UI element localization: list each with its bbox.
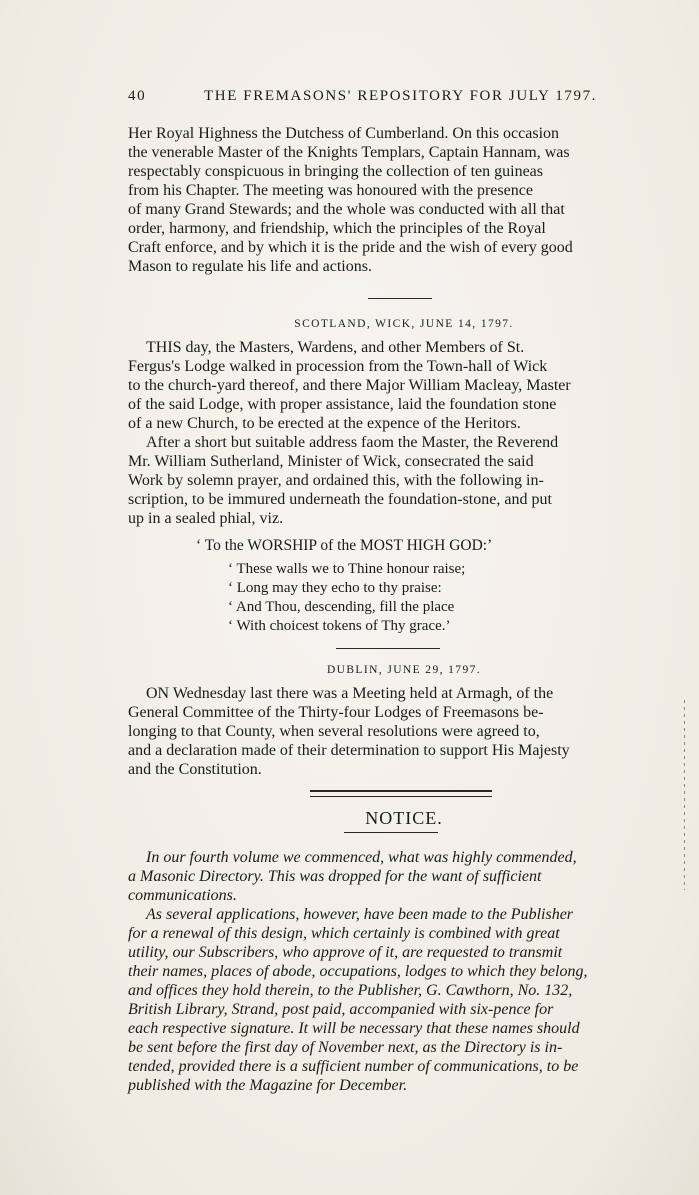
text-line: from his Chapter. The meeting was honoured with the presence — [128, 182, 533, 199]
text-line: respectably conspicuous in bringing the collection of ten guineas — [128, 163, 543, 180]
text-line: and the Constitution. — [128, 761, 262, 778]
text-line: As several applications, however, have been made to the Publisher — [146, 906, 574, 923]
section-divider — [368, 298, 432, 299]
notice-paragraph-1 — [128, 848, 680, 905]
text-line: of many Grand Stewards; and the whole was conducted with all that — [128, 201, 565, 218]
text-line: Craft enforce, and by which it is the pride and the wish of every good — [128, 239, 573, 256]
verse-line: ‘ With choicest tokens of Thy grace.’ — [228, 618, 451, 634]
page-edge-mark — [684, 700, 685, 890]
text-line: each respective signature. It will be necessary that these names should — [128, 1020, 580, 1037]
continuation-paragraph — [128, 124, 680, 276]
verse-line: ‘ These walls we to Thine honour raise; — [228, 561, 466, 577]
text-line: tended, provided there is a sufficient number of communications, to be — [128, 1058, 579, 1075]
text-line: for a renewal of this design, which certainly is combined with great — [128, 925, 560, 942]
text-line: order, harmony, and friendship, which the principles of the Royal — [128, 220, 546, 237]
text-line: the venerable Master of the Knights Templars, Captain Hannam, was — [128, 144, 570, 161]
notice-title-underline — [344, 832, 438, 833]
text-line: ON Wednesday last there was a Meeting held at Armagh, of the — [146, 685, 554, 702]
text-line: British Library, Strand, post paid, accompanied with six-pence for — [128, 1001, 554, 1018]
inscription-verses — [228, 560, 465, 636]
notice-double-rule — [310, 790, 492, 797]
dublin-dateline: DUBLIN, JUNE 29, 1797. — [326, 664, 482, 676]
text-line: be sent before the first day of November next, as the Directory is in- — [128, 1039, 563, 1056]
running-title: THE FREMASONS' REPOSITORY FOR JULY 1797. — [204, 88, 598, 104]
notice-title: NOTICE. — [365, 808, 443, 828]
page-number: 40 — [128, 88, 147, 104]
running-header — [128, 88, 658, 110]
text-line: communications. — [128, 887, 237, 904]
scotland-paragraph-2 — [128, 433, 680, 528]
text-line: After a short but suitable address faom the Master, the Reverend — [146, 434, 559, 451]
text-line: Her Royal Highness the Dutchess of Cumberland. On this occasion — [128, 125, 560, 142]
text-line: longing to that County, when several resolutions were agreed to, — [128, 723, 540, 740]
text-line: of a new Church, to be erected at the expence of the Heritors. — [128, 415, 521, 432]
scotland-paragraph-1 — [128, 338, 680, 433]
text-line: Mr. William Sutherland, Minister of Wick, consecrated the said — [128, 453, 534, 470]
inscription-heading: ‘ To the WORSHIP of the MOST HIGH GOD:’ — [196, 537, 493, 554]
verse-line: ‘ Long may they echo to thy praise: — [228, 580, 442, 596]
text-line: published with the Magazine for December. — [128, 1077, 408, 1094]
text-line: Work by solemn prayer, and ordained this, with the following in- — [128, 472, 544, 489]
verse-line: ‘ And Thou, descending, fill the place — [228, 599, 455, 615]
text-line: scription, to be immured underneath the foundation-stone, and put — [128, 491, 552, 508]
text-line: Fergus's Lodge walked in procession from the Town-hall of Wick — [128, 358, 548, 375]
text-line: up in a sealed phial, viz. — [128, 510, 284, 527]
text-line: and a declaration made of their determination to support His Majesty — [128, 742, 570, 759]
dublin-paragraph — [128, 684, 680, 779]
text-line: a Masonic Directory. This was dropped for the want of sufficient — [128, 868, 542, 885]
text-line: of the said Lodge, with proper assistance, laid the foundation stone — [128, 396, 557, 413]
text-line: their names, places of abode, occupations, lodges to which they belong, — [128, 963, 588, 980]
text-line: utility, our Subscribers, who approve of it, are requested to transmit — [128, 944, 563, 961]
text-line: THIS day, the Masters, Wardens, and other Members of St. — [146, 339, 525, 356]
text-line: to the church-yard thereof, and there Major William Macleay, Master — [128, 377, 571, 394]
notice-paragraph-2 — [128, 905, 680, 1095]
scotland-dateline: SCOTLAND, WICK, JUNE 14, 1797. — [294, 318, 514, 330]
text-line: and offices they hold therein, to the Publisher, G. Cawthorn, No. 132, — [128, 982, 573, 999]
text-line: General Committee of the Thirty-four Lodges of Freemasons be- — [128, 704, 544, 721]
text-line: In our fourth volume we commenced, what was highly commended, — [146, 849, 577, 866]
section-divider — [336, 648, 440, 649]
text-line: Mason to regulate his life and actions. — [128, 258, 372, 275]
